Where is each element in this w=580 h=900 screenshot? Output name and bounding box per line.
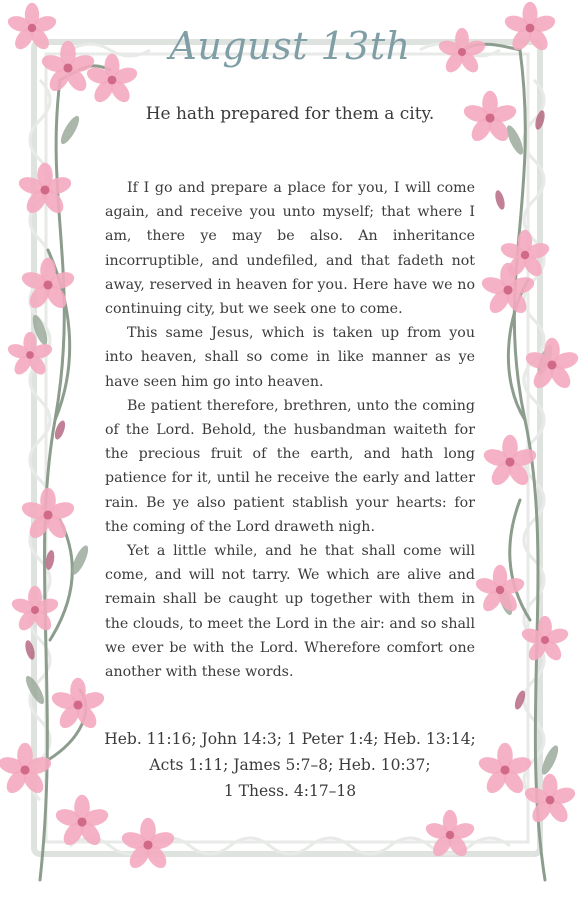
subtitle: He hath prepared for them a city. xyxy=(145,104,435,124)
text-content xyxy=(105,0,475,900)
scripture-body xyxy=(105,176,475,684)
date-title: August 13th xyxy=(169,24,411,68)
paragraph: Be patient therefore, brethren, unto the coming of the Lord. Behold, the husbandman waiteth for the precious fruit of the earth, and hath long patience for it, until he receive the early and latter rain. Be ye also patient stablish your hearts: for the coming of the Lord draweth nigh. xyxy=(105,397,475,535)
paragraph: This same Jesus, which is taken up from you into heaven, shall so come in like manner as ye have seen him go into heaven. xyxy=(105,325,475,390)
paragraph: Yet a little while, and he that shall come will come, and will not tarry. We which are alive and remain shall be caught up together with them in the clouds, to meet the Lord in the air: and so shall we ever be with the Lord. Wherefore comfort one another with these words. xyxy=(105,543,475,681)
reference-line: 1 Thess. 4:17–18 xyxy=(223,782,357,800)
reference-line: Heb. 11:16; John 14:3; 1 Peter 1:4; Heb. 13:14; xyxy=(104,730,476,748)
paragraph: If I go and prepare a place for you, I will come again, and receive you unto myself; that where I am, there ye may be also. An inheritance incorruptible, and undefiled, and that fadeth not away, reserved in heaven for you. Here have we no continuing city, but we seek one to come. xyxy=(105,180,475,318)
reference-line: Acts 1:11; James 5:7–8; Heb. 10:37; xyxy=(149,756,431,774)
scripture-references xyxy=(95,726,485,804)
